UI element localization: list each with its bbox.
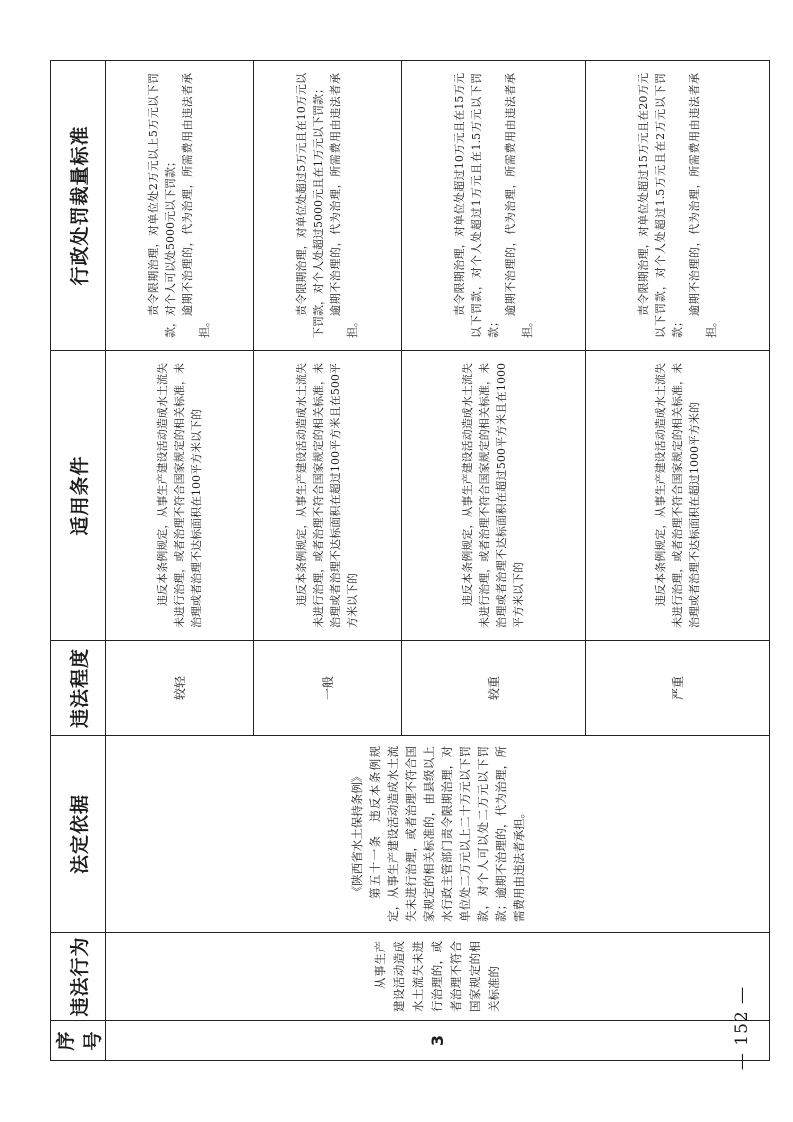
overdue-text: 逾期不治理的，代为治理，所需费用由违法者承担。 <box>503 73 534 338</box>
penalty-text: 责令限期治理，对单位处超过10万元且在15万元以下罚款，对个人处超过1万元且在1.5万元以下罚款； <box>452 73 500 338</box>
condition-cell: 违反本条例规定，从事生产建设活动造成水土流失未进行治理，或者治理不符合国家规定的相关标准，未治理或者治理不达标面积在超过1000平方米的 <box>585 351 769 641</box>
degree-cell: 严重 <box>585 641 769 736</box>
legal-basis-text: 第五十一条 违反本条例规定，从事生产建设活动造成水土流失未进行治理，或者治理不符合国家规定的相关标准的，由县级以上水行政主管部门责令限期治理，对单位处二万元以上二十万元以下罚款，对个人可以处二万元以下罚款；逾期不治理的，代为治理，所需费用由违法者承担。 <box>367 746 526 922</box>
header-condition: 适用条件 <box>51 351 106 641</box>
penalty-text: 责令限期治理，对单位处2万元以上5万元以下罚款，对个人可以处5000元以下罚款； <box>147 73 178 338</box>
rotated-page <box>50 61 770 1061</box>
header-number: 序号 <box>51 1021 106 1061</box>
penalty-cell <box>253 61 401 351</box>
condition-cell: 违反本条例规定，从事生产建设活动造成水土流失未进行治理，或者治理不符合国家规定的相关标准，未治理或者治理不达标面积在超过100平方米且在500平方米以下的 <box>253 351 401 641</box>
page-number: — 152 — <box>732 985 752 1071</box>
overdue-text: 逾期不治理的，代为治理，所需费用由违法者承担。 <box>329 73 360 338</box>
header-violation: 违法行为 <box>51 933 106 1021</box>
penalty-text: 责令限期治理，对单位处超过5万元且在10万元以下罚款，对个人处超过5000元且在1万元以下罚款； <box>295 73 326 338</box>
table-header-row <box>51 61 106 1061</box>
legal-basis-title: 《陕西省水土保持条例》 <box>349 770 364 898</box>
condition-cell: 违反本条例规定，从事生产建设活动造成水土流失未进行治理，或者治理不符合国家规定的相关标准，未治理或者治理不达标面积在超过500平方米且在1000平方米以下的 <box>401 351 585 641</box>
penalty-cell <box>106 61 254 351</box>
row-number: 3 <box>106 1021 770 1061</box>
header-penalty-standard: 行政处罚裁量标准 <box>51 61 106 351</box>
overdue-text: 逾期不治理的，代为治理，所需费用由违法者承担。 <box>181 73 212 338</box>
penalty-text: 责令限期治理，对单位处超过15万元且在20万元以下罚款，对个人处超过1.5万元且在2万元以下罚款； <box>636 73 684 338</box>
degree-cell: 一般 <box>253 641 401 736</box>
header-degree: 违法程度 <box>51 641 106 736</box>
penalty-standard-table <box>50 60 770 1061</box>
overdue-text: 逾期不治理的，代为治理，所需费用由违法者承担。 <box>687 73 718 338</box>
header-legal-basis: 法定依据 <box>51 736 106 933</box>
violation-description: 从事生产建设活动造成水土流失未进行治理的，或者治理不符合国家规定的相关标准的 <box>106 933 770 1021</box>
legal-basis-cell <box>106 736 770 933</box>
penalty-cell <box>585 61 769 351</box>
table-row <box>106 61 254 1061</box>
degree-cell: 较轻 <box>106 641 254 736</box>
degree-cell: 较重 <box>401 641 585 736</box>
penalty-cell <box>401 61 585 351</box>
condition-cell: 违反本条例规定，从事生产建设活动造成水土流失未进行治理，或者治理不符合国家规定的相关标准，未治理或者治理不达标面积在100平方米以下的 <box>106 351 254 641</box>
